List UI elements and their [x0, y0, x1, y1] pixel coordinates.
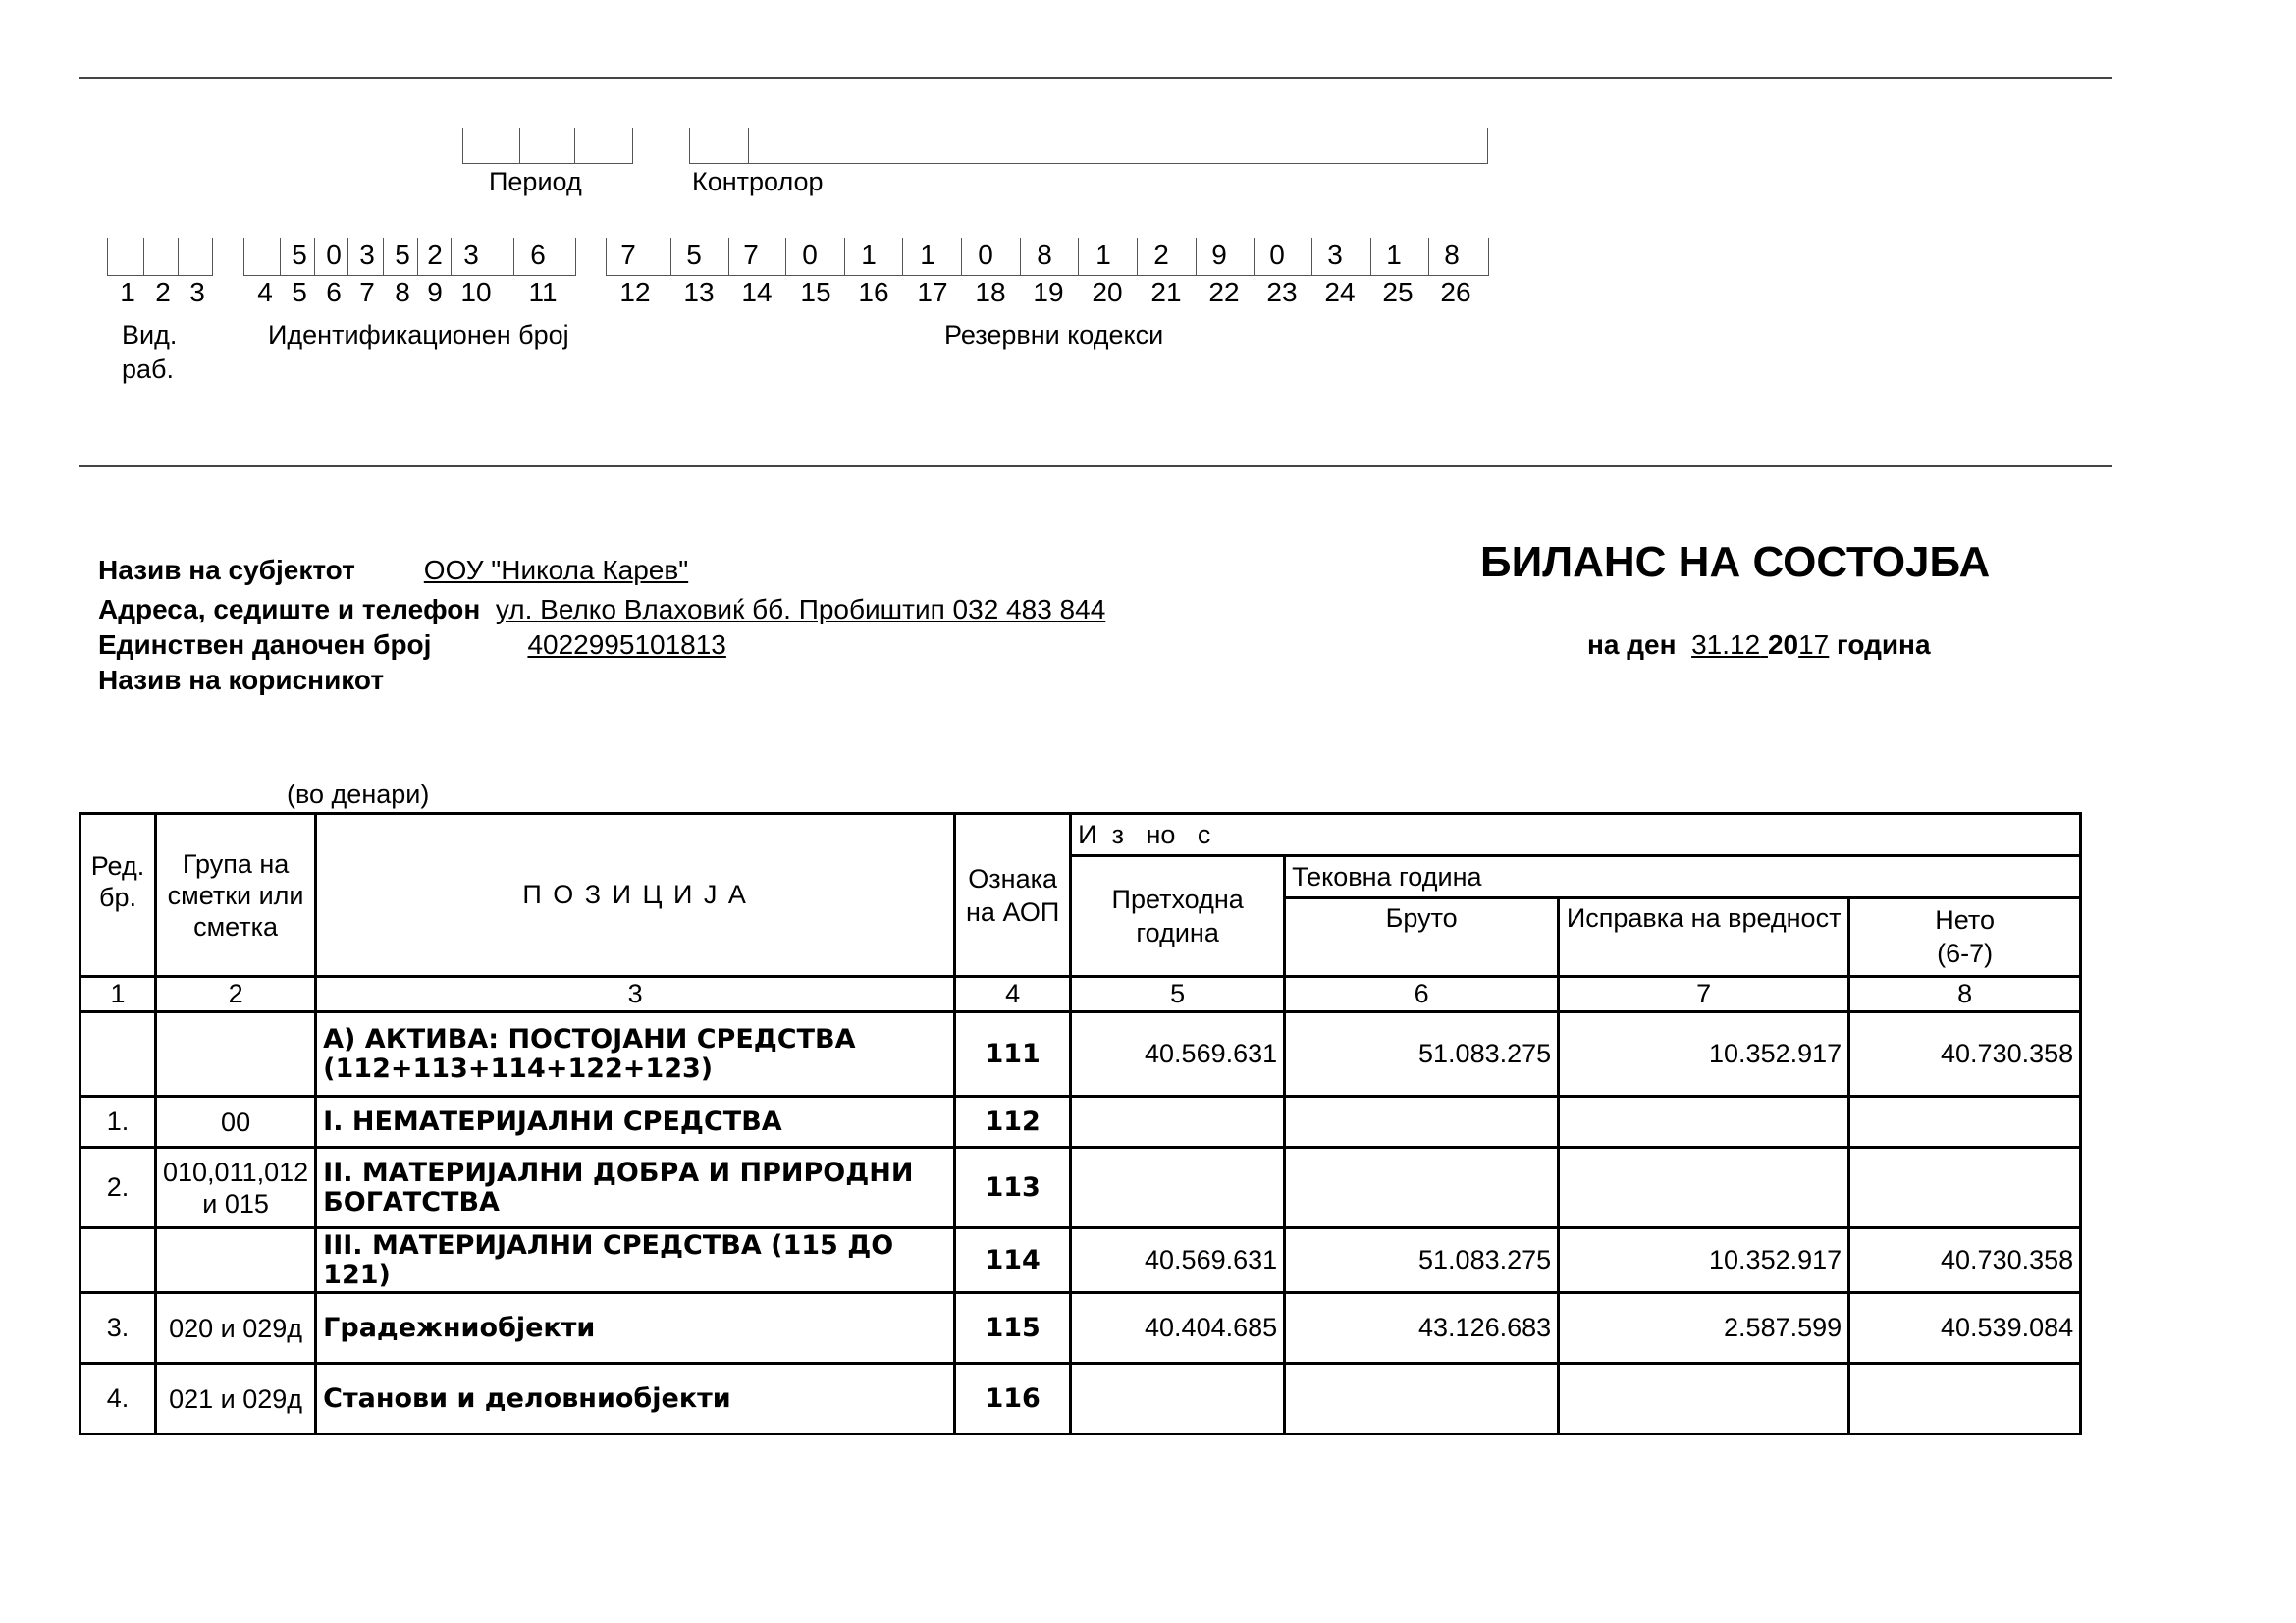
header-iznos: И з но с [1071, 814, 2081, 856]
header-current-year: Тековна година [1285, 856, 2081, 898]
ident-box-divider [513, 238, 514, 275]
position-number: 8 [395, 277, 410, 307]
column-number: 1 [80, 977, 156, 1012]
subject-tax-value: 4022995101813 [527, 629, 726, 660]
row-correction: 10.352.917 [1559, 1012, 1849, 1097]
position-number: 24 [1324, 277, 1356, 307]
position-number: 13 [683, 277, 715, 307]
row-prev-year: 40.569.631 [1071, 1228, 1285, 1293]
row-neto [1849, 1364, 2081, 1434]
middle-rule [79, 465, 2112, 467]
position-number: 5 [292, 277, 307, 307]
vid-rab-box [107, 238, 213, 276]
ident-digit: 5 [292, 240, 307, 270]
vid-rab-label-1: Вид. [122, 320, 178, 350]
reserve-digit: 0 [1269, 240, 1285, 270]
row-aop: 116 [955, 1364, 1071, 1434]
header-prev-year: Претходна година [1071, 856, 1285, 977]
row-position: III. МАТЕРИЈАЛНИ СРЕДСТВА (115 ДО 121) [316, 1228, 955, 1293]
reserve-digit: 8 [1037, 240, 1052, 270]
row-aop: 112 [955, 1097, 1071, 1148]
row-number [80, 1012, 156, 1097]
row-number: 2. [80, 1148, 156, 1228]
subject-address-value: ул. Велко Влаховиќ бб. Пробиштип 032 483 844 [495, 594, 1106, 624]
row-prev-year [1071, 1364, 1285, 1434]
position-number: 20 [1092, 277, 1123, 307]
reserve-box-divider [844, 238, 845, 275]
row-number [80, 1228, 156, 1293]
header-neto [1849, 898, 2081, 977]
period-box [462, 128, 633, 164]
row-position: Станови и деловниобјекти [316, 1364, 955, 1434]
date-day: 31.12 [1691, 629, 1761, 660]
row-group [156, 1012, 316, 1097]
reserve-box-divider [670, 238, 671, 275]
controller-box [689, 128, 1488, 164]
row-bruto [1285, 1148, 1559, 1228]
position-number: 4 [257, 277, 273, 307]
subject-address-line [98, 594, 1105, 625]
reserve-digit: 8 [1444, 240, 1460, 270]
controller-divider [748, 128, 749, 163]
row-group: 010,011,012 и 015 [156, 1148, 316, 1228]
row-number: 3. [80, 1293, 156, 1364]
reserve-digit: 5 [686, 240, 702, 270]
reserve-box-divider [961, 238, 962, 275]
header-neto-line1: Нето [1935, 905, 1995, 935]
position-number: 25 [1382, 277, 1414, 307]
period-label: Период [489, 167, 582, 196]
ident-digit: 0 [326, 240, 342, 270]
row-correction: 10.352.917 [1559, 1228, 1849, 1293]
header-neto-line2: (6-7) [1937, 939, 1994, 968]
reserve-digit: 7 [743, 240, 759, 270]
row-prev-year [1071, 1097, 1285, 1148]
reserve-box-divider [728, 238, 729, 275]
position-number: 17 [917, 277, 948, 307]
reserve-box-divider [1196, 238, 1197, 275]
row-neto: 40.730.358 [1849, 1228, 2081, 1293]
row-neto: 40.730.358 [1849, 1012, 2081, 1097]
row-neto: 40.539.084 [1849, 1293, 2081, 1364]
reserve-box-divider [902, 238, 903, 275]
date-suffix: година [1837, 629, 1931, 660]
position-number: 26 [1440, 277, 1471, 307]
row-prev-year [1071, 1148, 1285, 1228]
subject-name-label: Назив на субјектот [98, 555, 355, 585]
row-aop: 113 [955, 1148, 1071, 1228]
ident-digit: 5 [395, 240, 410, 270]
row-position: II. МАТЕРИЈАЛНИ ДОБРА И ПРИРОДНИ БОГАТСТВА [316, 1148, 955, 1228]
column-number: 7 [1559, 977, 1849, 1012]
vid-rab-box-divider [143, 238, 144, 275]
table-row [80, 1012, 2081, 1097]
column-number: 2 [156, 977, 316, 1012]
table-row [80, 1364, 2081, 1434]
subject-tax-line [98, 629, 842, 661]
row-correction [1559, 1364, 1849, 1434]
subject-name-line [98, 555, 727, 586]
row-correction [1559, 1148, 1849, 1228]
document-title: БИЛАНС НА СОСТОЈБА [1480, 538, 1991, 586]
reserve-codes-label: Резервни кодекси [944, 320, 1164, 350]
reserve-box-divider [1254, 238, 1255, 275]
header-group: Група на сметки или сметка [156, 814, 316, 977]
position-number: 14 [741, 277, 773, 307]
date-year-suffix: 17 [1798, 629, 1830, 660]
table-row [80, 1293, 2081, 1364]
currency-note: (во денари) [287, 780, 430, 809]
position-number: 23 [1266, 277, 1298, 307]
row-bruto [1285, 1364, 1559, 1434]
position-number: 11 [528, 277, 558, 307]
position-number: 16 [858, 277, 889, 307]
ident-number-label: Идентификационен број [268, 320, 569, 350]
reserve-box-divider [1311, 238, 1312, 275]
header-bruto: Бруто [1285, 898, 1559, 977]
position-number: 9 [427, 277, 443, 307]
position-number: 2 [155, 277, 171, 307]
row-position: I. НЕМАТЕРИЈАЛНИ СРЕДСТВА [316, 1097, 955, 1148]
table-row [80, 1228, 2081, 1293]
position-number: 19 [1033, 277, 1064, 307]
subject-name-value: ООУ "Никола Карев" [423, 555, 689, 585]
period-divider [519, 128, 520, 163]
position-number: 7 [359, 277, 375, 307]
ident-digit: 2 [427, 240, 443, 270]
column-number: 4 [955, 977, 1071, 1012]
column-number-row [80, 977, 2081, 1012]
row-bruto: 43.126.683 [1285, 1293, 1559, 1364]
top-rule [79, 77, 2112, 79]
reserve-digit: 0 [802, 240, 818, 270]
period-divider [574, 128, 575, 163]
row-correction [1559, 1097, 1849, 1148]
report-date [1587, 629, 1931, 661]
position-number: 12 [619, 277, 651, 307]
reserve-digit: 1 [1386, 240, 1402, 270]
reserve-digit: 1 [1095, 240, 1111, 270]
row-neto [1849, 1148, 2081, 1228]
row-bruto: 51.083.275 [1285, 1012, 1559, 1097]
header-aop: Ознака на АОП [955, 814, 1071, 977]
ident-digit: 3 [359, 240, 375, 270]
row-prev-year: 40.404.685 [1071, 1293, 1285, 1364]
reserve-box-divider [1020, 238, 1021, 275]
ident-digit: 3 [463, 240, 479, 270]
column-number: 8 [1849, 977, 2081, 1012]
reserve-digit: 0 [978, 240, 993, 270]
row-aop: 114 [955, 1228, 1071, 1293]
row-position: Градежниобјекти [316, 1293, 955, 1364]
reserve-digit: 1 [861, 240, 877, 270]
vid-rab-box-divider [178, 238, 179, 275]
column-number: 6 [1285, 977, 1559, 1012]
reserve-digit: 3 [1327, 240, 1343, 270]
position-number: 10 [460, 277, 492, 307]
subject-user-line [98, 665, 384, 696]
column-number: 5 [1071, 977, 1285, 1012]
reserve-digit: 2 [1153, 240, 1169, 270]
position-number: 15 [800, 277, 831, 307]
date-prefix: на ден [1587, 629, 1677, 660]
row-number: 1. [80, 1097, 156, 1148]
row-group [156, 1228, 316, 1293]
reserve-digit: 9 [1211, 240, 1227, 270]
table-row [80, 1148, 2081, 1228]
reserve-box-divider [1078, 238, 1079, 275]
row-position: А) АКТИВА: ПОСТОЈАНИ СРЕДСТВА (112+113+114+122+123) [316, 1012, 955, 1097]
reserve-box-divider [785, 238, 786, 275]
table-row [80, 1097, 2081, 1148]
row-group: 021 и 029д [156, 1364, 316, 1434]
ident-digit: 6 [530, 240, 546, 270]
row-group: 00 [156, 1097, 316, 1148]
reserve-box-divider [1370, 238, 1371, 275]
position-number: 6 [326, 277, 342, 307]
position-number: 21 [1150, 277, 1182, 307]
header-position: П О З И Ц И Ј А [316, 814, 955, 977]
column-number: 3 [316, 977, 955, 1012]
row-bruto: 51.083.275 [1285, 1228, 1559, 1293]
controller-label: Контролор [692, 167, 824, 196]
date-year-prefix: 20 [1767, 629, 1799, 660]
reserve-digit: 7 [620, 240, 636, 270]
vid-rab-label-2: раб. [122, 354, 174, 384]
subject-user-label: Назив на корисникот [98, 665, 385, 695]
position-number: 3 [189, 277, 205, 307]
header-red-br: Ред. бр. [80, 814, 156, 977]
row-aop: 115 [955, 1293, 1071, 1364]
balance-table [79, 812, 2082, 1435]
reserve-digit: 1 [920, 240, 935, 270]
row-neto [1849, 1097, 2081, 1148]
row-group: 020 и 029д [156, 1293, 316, 1364]
position-number: 1 [120, 277, 135, 307]
reserve-box-divider [1428, 238, 1429, 275]
row-aop: 111 [955, 1012, 1071, 1097]
reserve-box-divider [1137, 238, 1138, 275]
position-number: 22 [1208, 277, 1240, 307]
row-number: 4. [80, 1364, 156, 1434]
subject-tax-label: Единствен даночен број [98, 629, 432, 660]
row-correction: 2.587.599 [1559, 1293, 1849, 1364]
position-number: 18 [975, 277, 1006, 307]
subject-address-label: Адреса, седиште и телефон [98, 594, 481, 624]
row-prev-year: 40.569.631 [1071, 1012, 1285, 1097]
header-correction: Исправка на вредност [1559, 898, 1849, 977]
row-bruto [1285, 1097, 1559, 1148]
